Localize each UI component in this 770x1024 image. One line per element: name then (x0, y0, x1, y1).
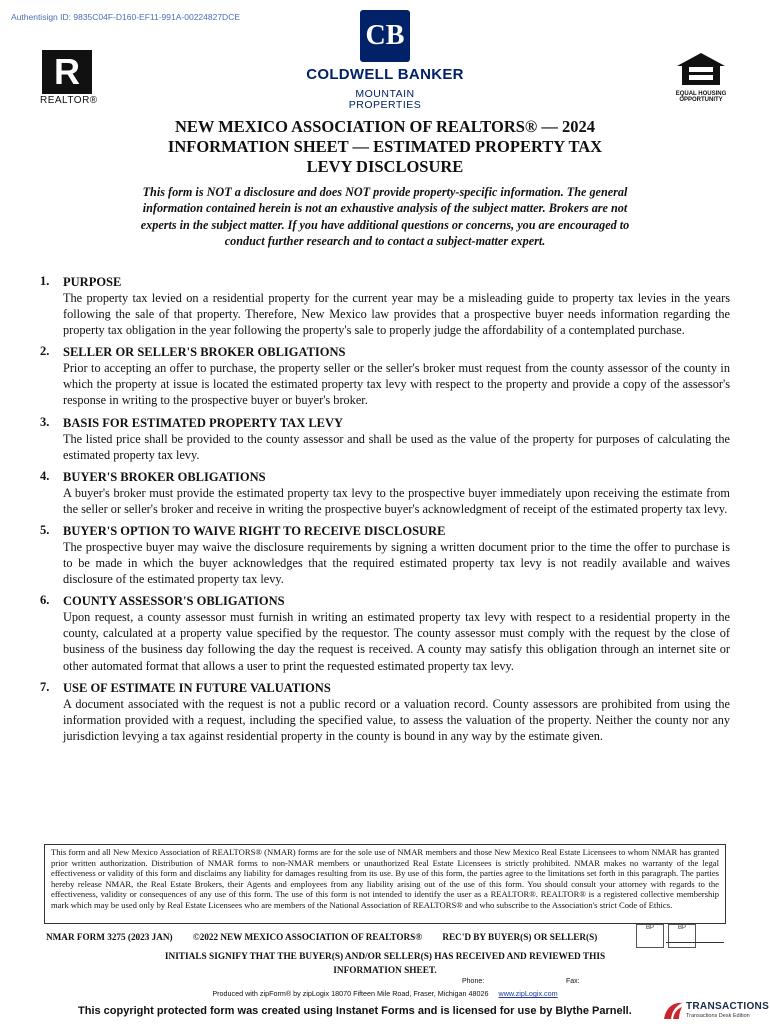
section-body: Prior to accepting an offer to purchase, the property seller or the seller's broker must request from the county assessor of the county in which the property at issue is located the estimated property tax levy with respect to the property and provide a copy of the assessor's response in writing to the prospective buyer or buyer's broker. (63, 361, 730, 408)
sections-list (40, 274, 730, 750)
section-heading: PURPOSE (63, 275, 122, 289)
received-by-label: REC'D BY BUYER(S) OR SELLER(S) (442, 932, 598, 942)
section-buyer-broker (40, 469, 730, 517)
section-heading: COUNTY ASSESSOR'S OBLIGATIONS (63, 594, 285, 609)
initials-line (666, 942, 724, 943)
section-future-valuations (40, 680, 730, 744)
section-body: The prospective buyer may waive the disclosure requirements by signing a written document prior to the time the offer to purchase is to be made in which the buyer acknowledges that the required estimated property tax levy is not readily available and waives disclosure of the estimated property tax levy. (63, 539, 730, 587)
section-number: 1. (40, 274, 50, 288)
copyright-notice: This copyright protected form was created using Instanet Forms and is licensed for use by Blythe Parnell. (78, 1005, 632, 1017)
form-id: NMAR FORM 3275 (2023 JAN) (46, 932, 173, 942)
nmar-disclaimer-box: This form and all New Mexico Association of REALTORS® (NMAR) forms are for the sole use of NMAR members and those New Mexico Real Estate Licensees to whom NMAR has granted prior written authorization. Distribution of NMAR forms to non-NMAR members or unauthorized Real Estate Licensees is strictly prohibited. NMAR makes no warranty of the legal effectiveness or validity of this form and disclaims any liability for damages resulting from its use. By use of this form, the parties agree to the limitations set forth in this paragraph. The parties hereby release NMAR, the Real Estate Brokers, their Agents and employees from any liability arising out of the use of this form. You should consult your attorney with regards to the effectiveness, validity or consequences of any use of this form. The use of this form is not intended to identify the user as a REALTOR®. REALTOR® is a registered collective membership mark which may be used only by Real Estate Licensees who are members of the National Association of REALTORS® and who subscribe to the Association's strict Code of Ethics. (44, 844, 726, 924)
equal-housing-house-icon (675, 52, 727, 86)
coldwell-banker-name: COLDWELL BANKER (306, 66, 464, 83)
section-heading: USE OF ESTIMATE IN FUTURE VALUATIONS (63, 680, 331, 695)
document-title: NEW MEXICO ASSOCIATION OF REALTORS® — 2024 INFORMATION SHEET — ESTIMATED PROPERTY TAX LEVY DISCLOSURE (167, 117, 603, 176)
section-body: A buyer's broker must provide the estimated property tax levy to the prospective buyer immediately upon receiving the estimate from the seller or seller's broker and receive in writing the prospective buyer's acknowledgment of receipt of the estimated property tax levy. (63, 485, 730, 516)
section-county-assessor (40, 593, 730, 673)
section-heading: BUYER'S BROKER OBLIGATIONS (63, 469, 266, 484)
realtor-r-icon: R (42, 50, 92, 94)
section-basis (40, 415, 730, 463)
section-number: 4. (40, 468, 50, 483)
section-body: The property tax levied on a residential property for the current year may be a misleading guide to property tax levies in the years following the sale of that property. Therefore, New Mexico law provides that a prospective buyer needs information regarding the property tax obligation in the year following the property's sale to properly judge the affordability of a contemplated purchase. (63, 291, 730, 338)
initials-field-2[interactable]: BP (668, 924, 696, 948)
section-body: Upon request, a county assessor must furnish in writing an estimated property tax levy with respect to a residential property in the county, calculated at a property value specified by the requestor. The county assessor must comply with the request by the close of business of the business day following the day the request is received. A county may satisfy this obligation through an internet site or other automated format that allows a user to print the requested estimated property tax levy. (63, 610, 730, 673)
produced-with-line: Produced with zipForm® by zipLogix 18070 Fifteen Mile Road, Fraser, Michigan 48026 www.zipLogix.com (212, 989, 558, 998)
realtor-logo (40, 50, 96, 104)
section-body: A document associated with the request is not a public record or a valuation record. County assessors are prohibited from using the information provided with a request, including the specified value, to assess the valuation of the property. Neither the county nor any jurisdiction levying a tax against residential property in the county is bound in any way by the estimate given. (63, 696, 730, 743)
equal-housing-line2: OPPORTUNITY (679, 97, 723, 103)
equal-housing-line1: EQUAL HOUSING (675, 91, 727, 97)
section-seller-obligations (40, 344, 730, 408)
section-body: The listed price shall be provided to the county assessor and shall be used as the value of the property for purposes of calculating the estimated property tax levy. (63, 431, 730, 462)
section-waive-right (40, 523, 730, 587)
authsign-id: Authentisign ID: 9835C04F-D160-EF11-991A-00224827DCE (11, 12, 241, 22)
coldwell-banker-monogram: CB (360, 10, 410, 62)
section-number: 6. (40, 593, 50, 608)
ziplogix-link[interactable]: www.zipLogix.com (498, 989, 558, 998)
coldwell-banker-subtitle: MOUNTAIN PROPERTIES (348, 88, 422, 111)
equal-housing-logo (673, 52, 729, 103)
initials-notice: INITIALS SIGNIFY THAT THE BUYER(S) AND/OR SELLER(S) HAS RECEIVED AND REVIEWED THIS INFORMATION SHEET. (164, 952, 606, 976)
section-heading: BASIS FOR ESTIMATED PROPERTY TAX LEVY (63, 415, 344, 430)
section-number: 7. (40, 679, 50, 694)
form-footer-line (46, 932, 597, 942)
section-heading: SELLER OR SELLER'S BROKER OBLIGATIONS (63, 345, 346, 360)
section-heading: BUYER'S OPTION TO WAIVE RIGHT TO RECEIVE DISCLOSURE (63, 523, 446, 538)
section-number: 5. (40, 522, 50, 537)
transactions-swoosh-icon (662, 1001, 684, 1021)
fax-label: Fax: (566, 978, 580, 985)
section-number: 3. (40, 414, 50, 429)
association-copyright: ©2022 NEW MEXICO ASSOCIATION OF REALTORS® (192, 932, 423, 942)
initials-field-1[interactable]: BP (636, 924, 664, 948)
phone-label: Phone: (462, 978, 485, 985)
realtor-wordmark: REALTOR® (40, 95, 98, 106)
transactions-logo: TRANSACTIONS Transactions Desk Edition (660, 1000, 760, 1022)
intro-disclaimer: This form is NOT a disclosure and does NOT provide property-specific information. The general information contained herein is not an exhaustive analysis of the subject matter. Brokers are not experts in the subject matter. If you have additional questions or concerns, you are encouraged to conduct further research and to contact a subject-matter expert. (140, 185, 630, 248)
section-purpose (40, 274, 730, 338)
section-number: 2. (40, 344, 50, 359)
